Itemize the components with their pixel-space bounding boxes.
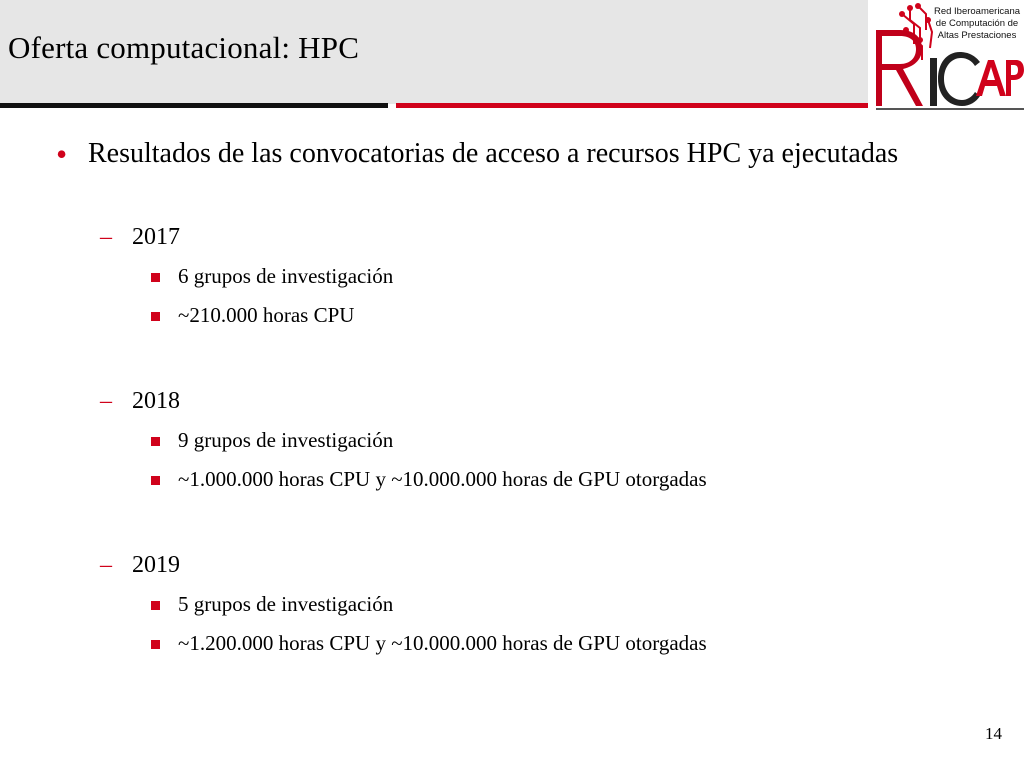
dash-marker: – [100, 224, 112, 250]
logo-caption-line-1: Red Iberoamericana [933, 6, 1021, 17]
main-bullet-text: Resultados de las convocatorias de acceso a recursos HPC ya ejecutadas [88, 138, 899, 169]
square-bullet-icon [151, 476, 160, 485]
square-bullet-icon [151, 601, 160, 610]
dash-marker: – [100, 388, 112, 414]
list-item: ~1.000.000 horas CPU y ~10.000.000 horas de GPU otorgadas [178, 467, 707, 491]
list-item: 5 grupos de investigación [178, 592, 394, 616]
square-bullet-icon [151, 312, 160, 321]
list-item: 9 grupos de investigación [178, 428, 394, 452]
year-2019: 2019 [132, 552, 180, 578]
year-2017: 2017 [132, 224, 180, 250]
bullet-marker: • [56, 136, 68, 172]
title-rule-black [0, 103, 388, 108]
list-item: ~1.200.000 horas CPU y ~10.000.000 horas de GPU otorgadas [178, 631, 707, 655]
list-item: 6 grupos de investigación [178, 264, 394, 288]
square-bullet-icon [151, 640, 160, 649]
logo-caption [930, 6, 1024, 42]
logo-caption-line-3: Altas Prestaciones [937, 30, 1017, 41]
square-bullet-icon [151, 437, 160, 446]
dash-marker: – [100, 552, 112, 578]
slide-title: Oferta computacional: HPC [8, 30, 360, 65]
page-number: 14 [985, 724, 1002, 743]
year-2018: 2018 [132, 388, 180, 414]
title-rule-red [396, 103, 868, 108]
logo-caption-line-2: de Computación de [935, 18, 1019, 29]
square-bullet-icon [151, 273, 160, 282]
list-item: ~210.000 horas CPU [178, 303, 355, 327]
